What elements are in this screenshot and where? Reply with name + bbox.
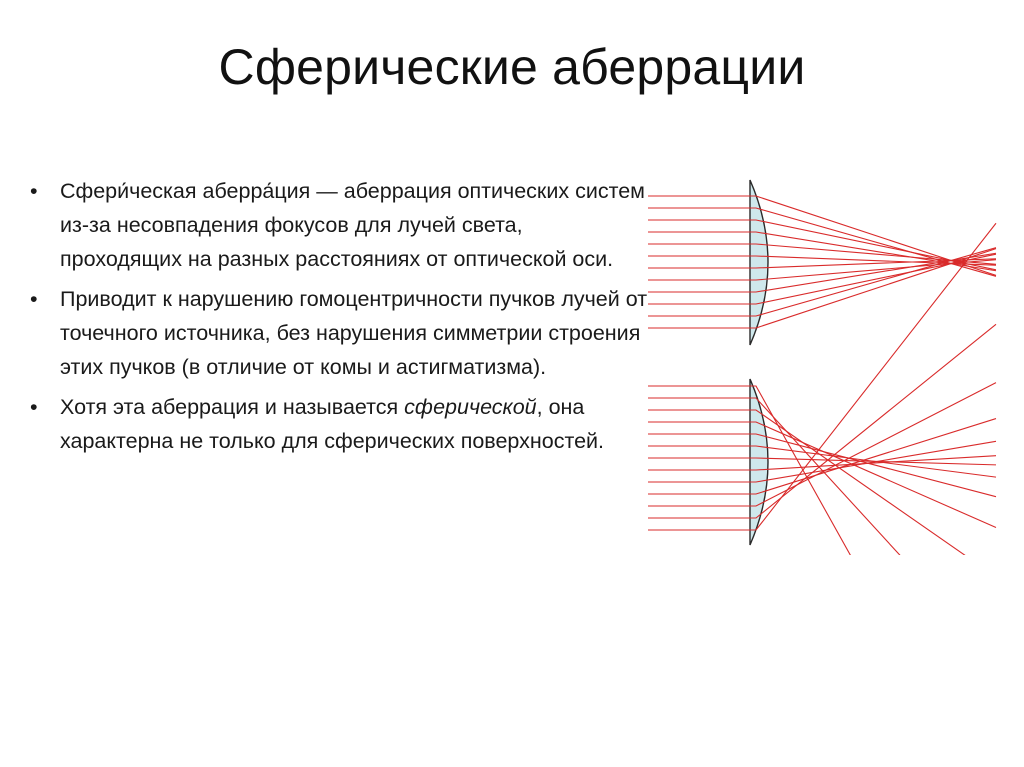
bullet-item-2 <box>28 282 648 384</box>
aberration-lens-diagram <box>648 223 996 555</box>
bullet-dot: • <box>30 179 38 203</box>
lens <box>750 180 768 345</box>
bullet-text-after: , она характерна не только для сферических поверхностей. <box>60 395 605 453</box>
light-ray <box>648 422 996 527</box>
light-ray <box>648 324 996 518</box>
converging-lens-diagram <box>648 180 996 345</box>
bullet-text-before: Хотя эта аберрация и называется <box>60 395 405 419</box>
bullet-item-3 <box>28 390 648 458</box>
light-ray <box>648 441 996 482</box>
light-ray <box>648 223 996 530</box>
bullet-emphasis: сферической <box>404 395 537 419</box>
bullet-item-1 <box>28 174 648 276</box>
bullet-text: Приводит к нарушению гомоцентричности пучков лучей от точечного источника, без нарушения симметрии строения этих пучков (в отличие от комы и астигматизма). <box>60 287 648 379</box>
spherical-aberration-diagram <box>640 175 1000 555</box>
lens <box>750 379 768 545</box>
light-ray <box>648 383 996 506</box>
bullet-dot: • <box>30 395 38 419</box>
slide-title: Сферические аберрации <box>218 39 806 95</box>
bullet-list <box>28 174 648 464</box>
bullet-text: Сфери́ческая аберра́ция — аберрация оптических систем из-за несовпадения фокусов для лучей света, проходящих на разных расстояниях от оптической оси. <box>60 179 645 271</box>
bullet-dot: • <box>30 287 38 311</box>
